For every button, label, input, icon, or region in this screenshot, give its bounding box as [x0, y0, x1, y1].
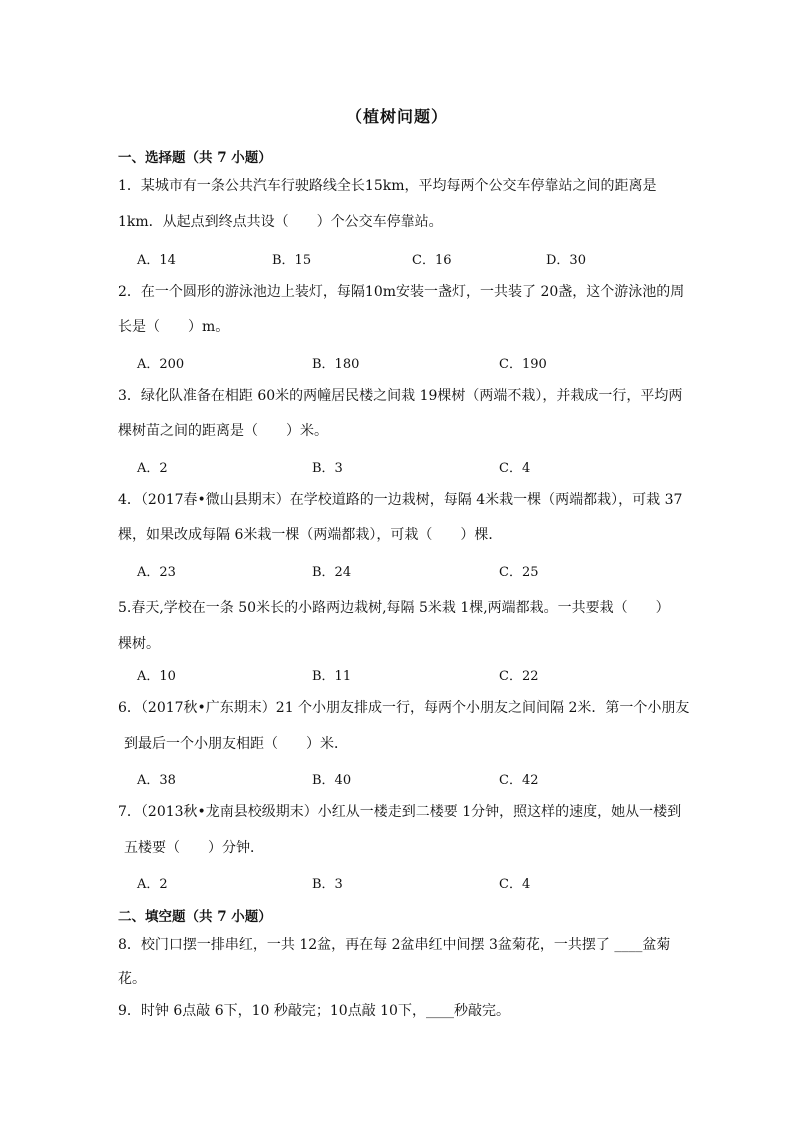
question-3-line-1: 3．绿化队准备在相距 60米的两幢居民楼之间栽 19棵树（两端不栽），并栽成一行，平均两: [118, 388, 683, 404]
question-5-options: [137, 665, 697, 683]
question-7-line-1: 7．（2013秋•龙南县校级期末）小红从一楼走到二楼要 1分钟，照这样的速度，她从一楼到: [118, 804, 682, 820]
question-2-options: [137, 353, 697, 371]
question-3-line-2: 棵树苗之间的距离是（ ）米。: [118, 423, 328, 439]
option-a: A．2: [137, 877, 168, 892]
page-title: （植树问题）: [345, 107, 448, 126]
question-5-line-1: 5.春天,学校在一条 50米长的小路两边栽树,每隔 5米栽 1棵,两端都栽。一共要栽（ ）: [118, 600, 670, 616]
question-1-line-2: 1km．从起点到终点共设（ ）个公交车停靠站。: [118, 214, 443, 230]
option-a: A．200: [137, 357, 185, 372]
option-a: A．2: [137, 461, 168, 476]
option-a: A．23: [137, 565, 176, 580]
option-a: A．38: [137, 773, 176, 788]
option-c: C．22: [499, 669, 539, 684]
question-1-options: [137, 249, 697, 267]
section-heading-fill-in: 二、填空题（共 7 小题）: [118, 909, 272, 925]
question-8-line-1: 8．校门口摆一排串红，一共 12盆，再在每 2盆串红中间摆 3盆菊花，一共摆了 ____盆菊: [118, 937, 671, 953]
question-2-line-2: 长是（ ）m。: [118, 319, 230, 335]
question-9-line-1: 9．时钟 6点敲 6下，10 秒敲完；10点敲 10下，____秒敲完。: [118, 1003, 510, 1019]
question-8-line-2: 花。: [118, 971, 146, 987]
option-c: C．190: [499, 357, 547, 372]
option-b: B．3: [312, 461, 343, 476]
option-c: C．16: [412, 253, 452, 268]
option-b: B．180: [312, 357, 360, 372]
question-7-line-2: 五楼要（ ）分钟．: [124, 840, 264, 856]
question-5-line-2: 棵树。: [118, 636, 160, 652]
option-c: C．4: [499, 461, 531, 476]
option-d: D．30: [546, 253, 586, 268]
question-6-line-2: 到最后一个小朋友相距（ ）米．: [124, 736, 348, 752]
option-b: B．11: [312, 669, 352, 684]
option-b: B．3: [312, 877, 343, 892]
question-4-options: [137, 561, 697, 579]
section-heading-choice: 一、选择题（共 7 小题）: [118, 150, 272, 166]
question-4-line-1: 4．（2017春•微山县期末）在学校道路的一边栽树，每隔 4米栽一棵（两端都栽），可栽 37: [118, 492, 683, 508]
option-b: B．24: [312, 565, 352, 580]
question-6-line-1: 6．（2017秋•广东期末）21 个小朋友排成一行，每两个小朋友之间间隔 2米．第一个小朋友: [118, 700, 690, 716]
question-2-line-1: 2．在一个圆形的游泳池边上装灯，每隔10m安装一盏灯，一共装了 20盏，这个游泳池的周: [118, 284, 685, 300]
option-a: A．10: [137, 669, 176, 684]
option-c: C．42: [499, 773, 539, 788]
option-a: A．14: [137, 253, 176, 268]
option-b: B．40: [312, 773, 352, 788]
option-c: C．4: [499, 877, 531, 892]
option-c: C．25: [499, 565, 539, 580]
question-7-options: [137, 873, 697, 891]
question-6-options: [137, 769, 697, 787]
question-4-line-2: 棵，如果改成每隔 6米栽一棵（两端都栽），可栽（ ）棵．: [118, 527, 503, 543]
option-b: B．15: [272, 253, 312, 268]
question-3-options: [137, 457, 697, 475]
question-1-line-1: 1．某城市有一条公共汽车行驶路线全长15km，平均每两个公交车停靠站之间的距离是: [118, 178, 657, 194]
